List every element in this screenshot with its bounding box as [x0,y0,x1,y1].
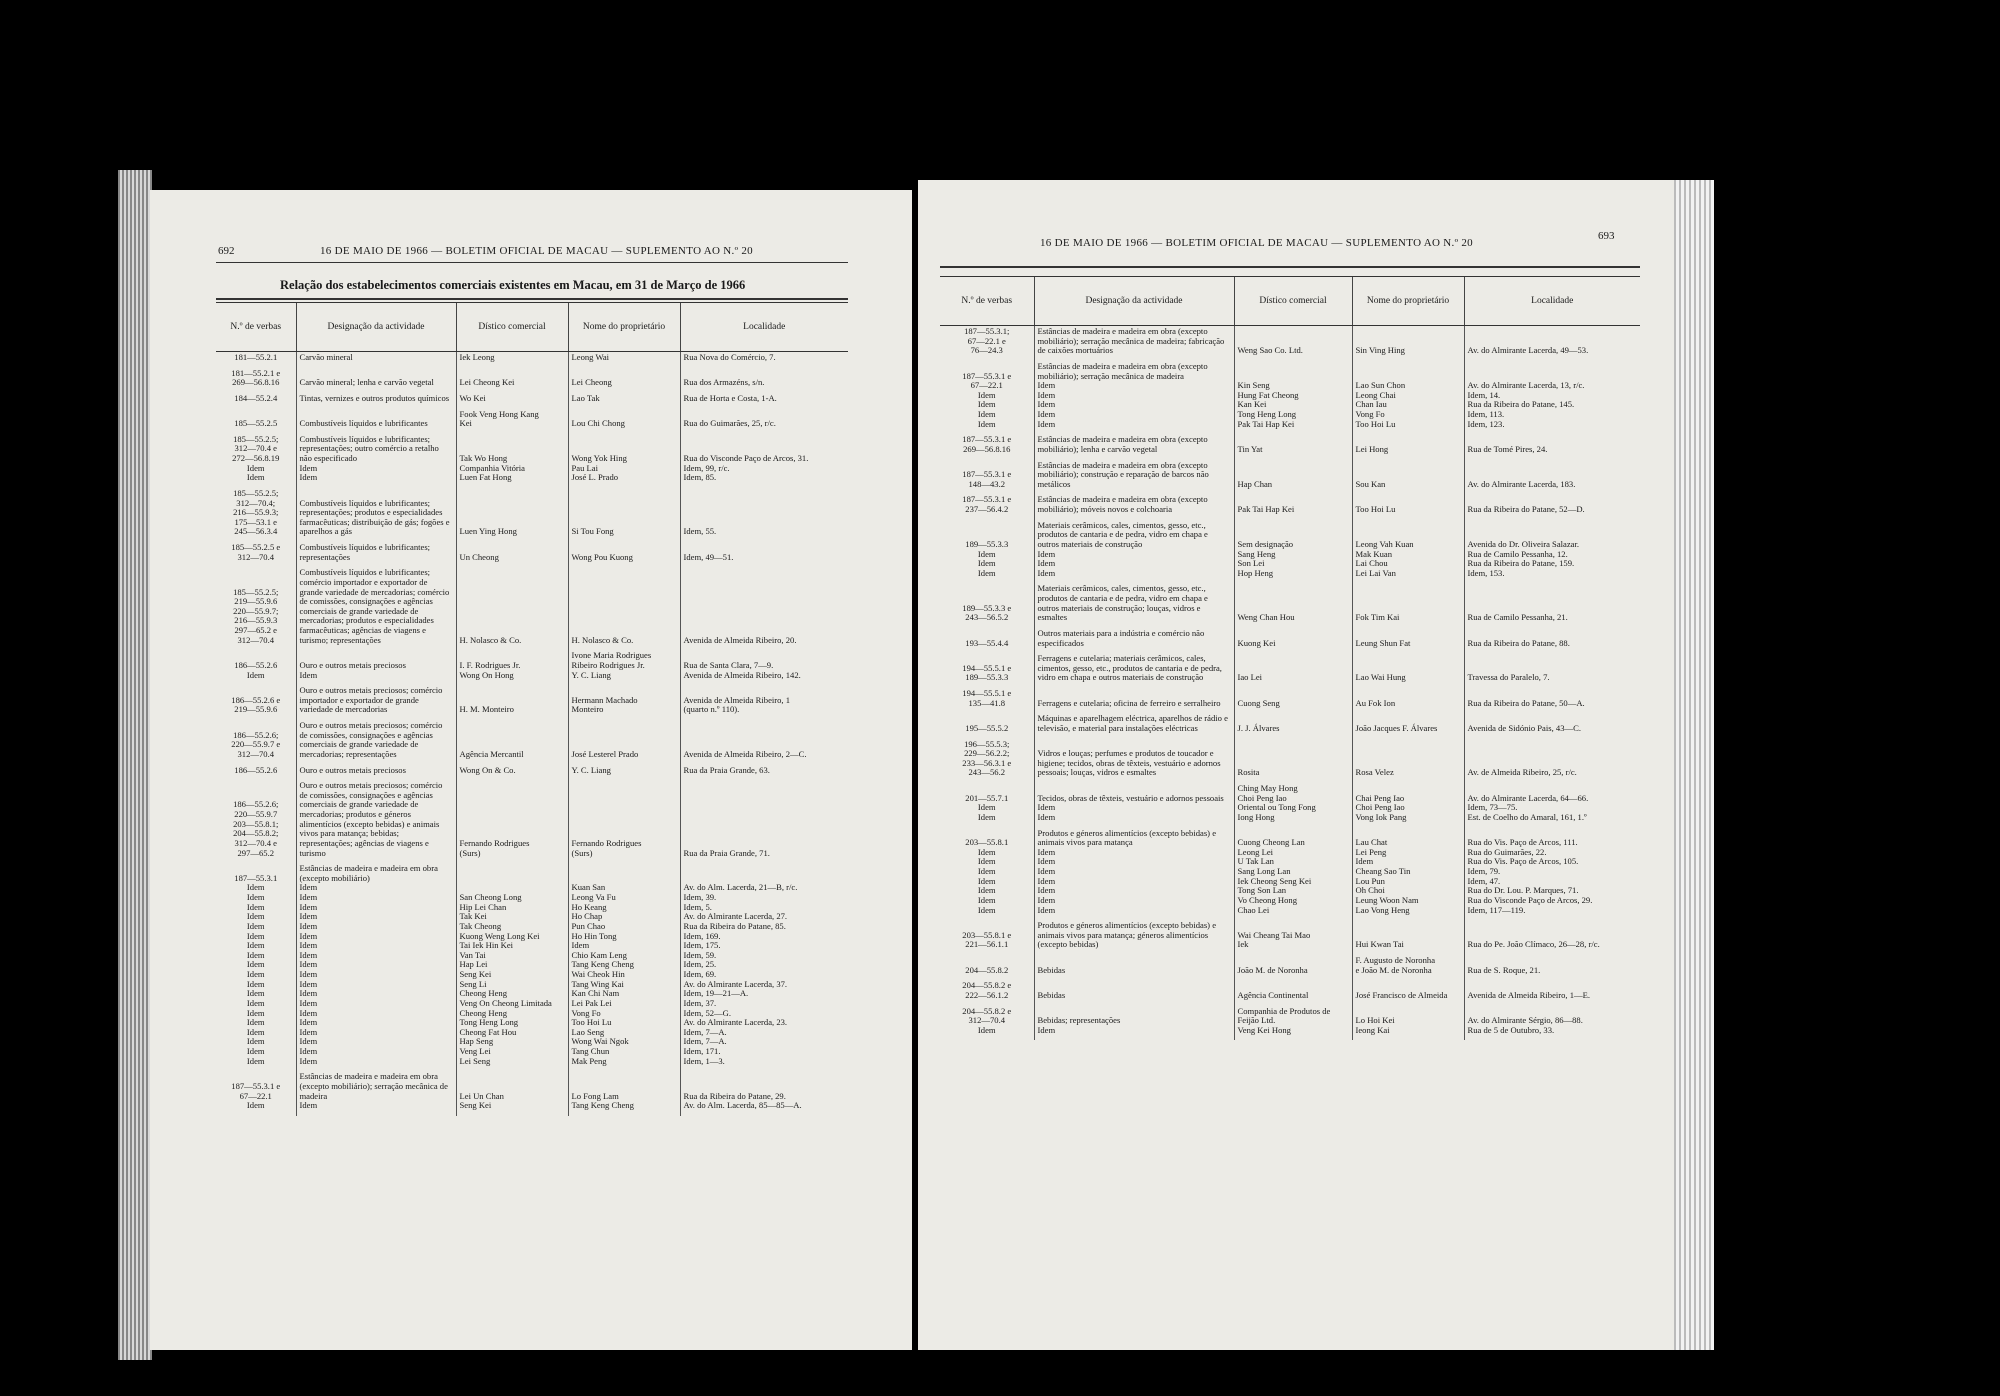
table-cell-verba: 187—55.3.1 e 269—56.8.16 [962,434,1012,454]
table-cell-activity: Carvão mineral [296,352,456,368]
table-row [216,863,848,1071]
table-cell-verba: 186—55.2.6; 220—55.9.7 e 312—70.4 [231,729,281,759]
table-cell-activity: Combustíveis líquidos e lubrificantes; representações; outro comércio a retalho não especificado Idem Idem [296,434,456,488]
table-row [940,361,1640,434]
table-cell-verba: 203—55.8.1 e 221—56.1.1 [962,929,1012,950]
table-cell-distico: João M. de Noronha [1234,955,1352,980]
table-cell-owner: Leong Wai [568,352,680,368]
table-cell-verba: 196—55.5.3; 229—56.2.2; 233—56.3.1 e 243—56.2 [962,738,1012,778]
table-cell-owner: Ivone Maria Rodrigues Ribeiro Rodrigues Jr. Y. C. Liang [568,650,680,685]
table-cell-distico: San Cheong Long Hip Lei Chan Tak Kei Tak Cheong Kuong Weng Long Kei Tai Iek Hin Kei Van Tai Hap Lei Seng Kei Seng Li Cheong Heng Veng On Cheong Limitada Cheong Heng Tong Heng Long Cheong Fat Hou Hap Seng Veng Lei Lei Seng [456,863,568,1071]
table-cell-distico: Cuong Cheong Lan Leong Lei U Tak Lan Sang Long Lan Iek Cheong Seng Kei Tong Son Lan Vo Cheong Hong Chao Lei [1234,828,1352,921]
table-cell-distico: Fernando Rodrigues (Surs) [456,780,568,863]
table-cell-owner: Y. C. Liang [568,765,680,781]
table-cell-distico: Tak Wo Hong Companhia Vitória Luen Fat Hong [456,434,568,488]
table-cell-distico: J. J. Álvares [1234,713,1352,738]
table-row [940,628,1640,653]
table-cell-local: Rua da Praia Grande, 63. [680,765,848,781]
table-row [940,494,1640,519]
table-cell-owner: Lao Sun Chon Leong Chai Chan Iau Vong Fo Too Hoi Lu [1352,361,1464,434]
table-cell-local: Rua de Camilo Pessanha, 21. [1464,583,1640,628]
table-cell-owner: Sou Kan [1352,460,1464,495]
table-cell-activity: Ouro e outros metais preciosos; comércio importador e exportador de grande variedade de mercadorias [296,685,456,720]
table-cell-owner: Chai Peng Iao Choi Peng Iao Vong Iok Pang [1352,783,1464,828]
table-cell-owner: Sin Ving Hing [1352,326,1464,361]
table-cell-local: Av. do Almirante Lacerda, 49—53. [1464,326,1640,361]
table-cell-owner: H. Nolasco & Co. [568,567,680,650]
table-cell-verba: 186—55.2.6 e 219—55.9.6 [231,694,281,715]
header-rule-right [940,266,1640,268]
table-cell-verba: 189—55.3.3 Idem Idem Idem [965,538,1009,578]
table-cell-owner: Fernando Rodrigues (Surs) [568,780,680,863]
col-header-verba: N.º de verbas [216,303,296,352]
table-row [216,542,848,567]
table-cell-distico: Iek Leong [456,352,568,368]
table-cell-owner: Lao Tak [568,393,680,409]
table-cell-owner: Leong Vah Kuan Mak Kuan Lai Chou Lei Lai Van [1352,520,1464,584]
col-header-distico: Dístico comercial [1234,277,1352,326]
table-cell-local: Rua da Ribeira do Patane, 88. [1464,628,1640,653]
left-table [216,302,848,1116]
table-cell-local: Idem, 55. [680,488,848,542]
table-cell-activity: Bebidas [1034,955,1234,980]
table-cell-distico: Tin Yat [1234,434,1352,459]
table-cell-local: Avenida de Almeida Ribeiro, 20. [680,567,848,650]
table-cell-distico: Rosita [1234,739,1352,784]
table-row [216,720,848,765]
table-row [940,1006,1640,1041]
table-cell-verba: 187—55.3.1 e 237—56.4.2 [962,494,1012,514]
table-cell-local: Rua dos Armazéns, s/n. [680,368,848,393]
table-cell-activity: Ouro e outros metais preciosos; comércio de comissões, consignações e agências comerciais de grande variedade de mercadorias; representações [296,720,456,765]
col-header-distico: Dístico comercial [456,303,568,352]
table-cell-owner: José Francisco de Almeida [1352,980,1464,1005]
table-cell-verba: 185—55.2.5; 219—55.9.6 220—55.9.7; 216—55.9.3 297—65.2 e 312—70.4 [233,586,279,645]
table-cell-local: Avenida do Dr. Oliveira Salazar. Rua de Camilo Pessanha, 12. Rua da Ribeira do Patane, 159. Idem, 153. [1464,520,1640,584]
header-rule [216,262,848,263]
table-cell-verba: 204—55.8.2 e 312—70.4 Idem [962,1005,1012,1035]
table-row [216,780,848,863]
table-row [940,783,1640,828]
table-cell-verba: 186—55.2.6 Idem [234,659,278,680]
table-cell-activity: Máquinas e aparelhagem eléctrica, aparelhos de rádio e televisão, e material para instalações eléctricas [1034,713,1234,738]
table-cell-local: Rua da Praia Grande, 71. [680,780,848,863]
table-cell-activity: Ferragens e cutelaria; oficina de ferreiro e serralheiro [1034,688,1234,713]
table-cell-distico: H. Nolasco & Co. [456,567,568,650]
col-header-owner: Nome do proprietário [1352,277,1464,326]
table-cell-activity: Materiais cerâmicos, cales, cimentos, gesso, etc., produtos de cantaria e de pedra, vidro em chapa e outros materiais de construção Idem Idem Idem [1034,520,1234,584]
table-cell-local: Rua do Visconde Paço de Arcos, 31. Idem, 99, r/c. Idem, 85. [680,434,848,488]
table-cell-activity: Ouro e outros metais preciosos [296,765,456,781]
table-cell-verba: 201—55.7.1 Idem Idem [965,792,1009,822]
col-header-owner: Nome do proprietário [568,303,680,352]
table-cell-activity: Estâncias de madeira e madeira em obra (excepto mobiliário); serração mecânica de madeira; fabricação de caixões mortuários [1034,326,1234,361]
table-cell-activity: Produtos e géneros alimentícios (excepto bebidas) e animais vivos para matança; géneros alimentícios (excepto bebidas) [1034,920,1234,955]
table-cell-distico: Weng Chan Hou [1234,583,1352,628]
table-cell-local: Rua Nova do Comércio, 7. [680,352,848,368]
table-cell-verba: 187—55.3.1 Idem Idem Idem Idem Idem Idem Idem Idem Idem Idem Idem Idem Idem Idem Idem Idem Idem Idem Idem [234,872,278,1066]
col-header-local: Localidade [680,303,848,352]
table-cell-activity: Carvão mineral; lenha e carvão vegetal [296,368,456,393]
table-cell-distico: Un Cheong [456,542,568,567]
table-cell-local: Av. do Almirante Lacerda, 64—66. Idem, 73—75. Est. de Coelho do Amaral, 161, 1.º [1464,783,1640,828]
table-cell-distico: Weng Sao Co. Ltd. [1234,326,1352,361]
table-row [216,368,848,393]
table-cell-local: Rua de S. Roque, 21. [1464,955,1640,980]
table-row [216,567,848,650]
table-cell-local: Av. do Almirante Sérgio, 86—88. Rua de 5 de Outubro, 33. [1464,1006,1640,1041]
left-page [150,190,912,1350]
col-header-verba: N.º de verbas [940,277,1034,326]
table-cell-activity: Tecidos, obras de têxteis, vestuário e adornos pessoais Idem Idem [1034,783,1234,828]
table-cell-owner: José Lesterel Prado [568,720,680,765]
table-row [216,393,848,409]
table-cell-activity: Combustíveis líquidos e lubrificantes; representações [296,542,456,567]
table-cell-owner: Lo Hoi Kei Ieong Kai [1352,1006,1464,1041]
table-cell-local: Avenida de Sidónio Pais, 43—C. [1464,713,1640,738]
table-cell-activity: Vidros e louças; perfumes e produtos de toucador e higiene; tecidos, obras de têxteis, vestuário e adornos pessoais; louças, vidros e esmaltes [1034,739,1234,784]
table-row [940,828,1640,921]
table-cell-verba: 185—55.2.5 [234,418,278,429]
table-row [216,352,848,368]
table-row [940,434,1640,459]
table-cell-distico: Lei Un Chan Seng Kei [456,1071,568,1116]
table-cell-local: Travessa do Paralelo, 7. [1464,653,1640,688]
table-cell-verba: 187—55.3.1 e 67—22.1 Idem [231,1080,281,1111]
table-cell-distico: Luen Ying Hong [456,488,568,542]
table-cell-owner: Wong Pou Kuong [568,542,680,567]
table-cell-distico: Agência Mercantil [456,720,568,765]
table-cell-distico: Iao Lei [1234,653,1352,688]
col-header-local: Localidade [1464,277,1640,326]
table-cell-local: Avenida de Almeida Ribeiro, 1 (quarto n.º 110). [680,685,848,720]
table-cell-distico: Cuong Seng [1234,688,1352,713]
table-row [216,488,848,542]
table-cell-owner: Hermann Machado Monteiro [568,685,680,720]
table-cell-verba: 194—55.5.1 e 189—55.3.3 [962,662,1012,683]
table-cell-activity: Bebidas; representações Idem [1034,1006,1234,1041]
table-cell-activity: Estâncias de madeira e madeira em obra (excepto mobiliário); móveis novos e colchoaria [1034,494,1234,519]
table-cell-activity: Combustíveis líquidos e lubrificantes [296,409,456,434]
table-cell-owner: Si Tou Fong [568,488,680,542]
table-cell-owner: Kuan San Leong Va Fu Ho Keang Ho Chap Pun Chao Ho Hin Tong Idem Chio Kam Leng Tang Keng Cheng Wai Cheok Hin Tang Wing Kai Kan Chi Nam Lei Pak Lei Vong Fo Too Hoi Lu Lao Seng Wong Wai Ngok Tang Chun Mak Peng [568,863,680,1071]
table-row [940,583,1640,628]
table-cell-activity: Estâncias de madeira e madeira em obra (excepto mobiliário); lenha e carvão vegetal [1034,434,1234,459]
table-cell-verba: 193—55.4.4 [965,637,1009,648]
table-cell-verba: 187—55.3.1 e 67—22.1 Idem Idem Idem Idem [962,370,1012,429]
table-cell-owner: Lau Chat Lei Peng Idem Cheang Sao Tin Lou Pun Oh Choi Leung Woon Nam Lao Vong Heng [1352,828,1464,921]
table-cell-local: Rua do Vis. Paço de Arcos, 111. Rua do Guimarães, 22. Rua do Vis. Paço de Arcos, 105. Idem, 79. Idem, 47. Rua do Dr. Lou. P. Marques, 71. Rua do Visconde Paço de Arcos, 29. Idem, 117—119. [1464,828,1640,921]
table-cell-owner: Au Fok Ion [1352,688,1464,713]
table-cell-local: Idem, 49—51. [680,542,848,567]
table-cell-distico: Kin Seng Hung Fat Cheong Kan Kei Tong Heng Long Pak Tai Hap Kei [1234,361,1352,434]
right-table [940,276,1640,1040]
table-cell-local: Rua de Santa Clara, 7—9. Avenida de Almeida Ribeiro, 142. [680,650,848,685]
table-row [216,1071,848,1116]
table-cell-activity: Ferragens e cutelaria; materiais cerâmicos, cales, cimentos, gesso, etc., produtos de cantaria e de pedra, vidro em chapa e outros materiais de construção [1034,653,1234,688]
table-cell-activity: Estâncias de madeira e madeira em obra (excepto mobiliário) Idem Idem Idem Idem Idem Idem Idem Idem Idem Idem Idem Idem Idem Idem Idem Idem Idem Idem Idem [296,863,456,1071]
page-stack-edge-right [1674,180,1714,1350]
table-cell-verba: 204—55.8.2 [965,964,1009,975]
table-cell-owner: Too Hoi Lu [1352,494,1464,519]
title-rule [216,298,848,300]
document-title: Relação dos estabelecimentos comerciais existentes em Macau, em 31 de Março de 1966 [280,278,746,292]
table-cell-activity: Ouro e outros metais preciosos; comércio de comissões, consignações e agências comerciais de grande variedade de mercadorias; produtos e géneros alimentícios (excepto bebidas) e animais vivos para matança; bebidas; representações; agências de viagens e turismo [296,780,456,863]
table-cell-verba: 194—55.5.1 e 135—41.8 [962,688,1012,708]
table-cell-activity: Estâncias de madeira e madeira em obra (excepto mobiliário); serração mecânica de madeira Idem Idem Idem Idem Idem [1034,361,1234,434]
table-cell-activity: Estâncias de madeira e madeira em obra (excepto mobiliário); construção e reparação de barcos não metálicos [1034,460,1234,495]
table-cell-owner: Fok Tim Kai [1352,583,1464,628]
table-cell-activity: Combustíveis líquidos e lubrificantes; comércio importador e exportador de grande variedade de mercadorias; comércio de comissões, consignações e agências comerciais de grande variedade de mercadorias; produtos e especialidades farmacêuticas; agências de viagens e turismo; representações [296,567,456,650]
table-cell-distico: Agência Continental [1234,980,1352,1005]
table-cell-owner: Lo Fong Lam Tang Keng Cheng [568,1071,680,1116]
table-cell-verba: 204—55.8.2 e 222—56.1.2 [962,980,1012,1000]
table-cell-distico: Pak Tai Hap Kei [1234,494,1352,519]
scan-bottom-margin [0,1365,2000,1396]
table-cell-distico: Fook Veng Hong Kang Kei [456,409,568,434]
table-row [216,409,848,434]
table-cell-local: Rua da Ribeira do Patane, 50—A. [1464,688,1640,713]
table-cell-local: Avenida de Almeida Ribeiro, 1—E. [1464,980,1640,1005]
table-row [940,520,1640,584]
table-cell-local: Av. do Alm. Lacerda, 21—B, r/c. Idem, 39. Idem, 5. Av. do Almirante Lacerda, 27. Rua da Ribeira do Patane, 85. Idem, 169. Idem, 175. Idem, 59. Idem, 25. Idem, 69. Av. do Almirante Lacerda, 37. Idem, 19—21—A. Idem, 37. Idem, 52—G. Av. do Almirante Lacerda, 23. Idem, 7—A. Idem, 7—A. Idem, 171. Idem, 1—3. [680,863,848,1071]
page-stack-edge-left [118,170,152,1360]
table-cell-distico: Lei Cheong Kei [456,368,568,393]
table-cell-activity: Produtos e géneros alimentícios (excepto bebidas) e animais vivos para matança Idem Idem Idem Idem Idem Idem Idem [1034,828,1234,921]
table-cell-owner: Lou Chi Chong [568,409,680,434]
table-cell-verba: 187—55.3.1; 67—22.1 e 76—24.3 [964,326,1010,356]
right-running-head: 16 DE MAIO DE 1966 — BOLETIM OFICIAL DE MACAU — SUPLEMENTO AO N.º 20 [1040,237,1473,249]
table-cell-owner: F. Augusto de Noronha e João M. de Noronha [1352,955,1464,980]
table-cell-distico: Hap Chan [1234,460,1352,495]
table-cell-activity: Estâncias de madeira e madeira em obra (excepto mobiliário); serração mecânica de madeira Idem [296,1071,456,1116]
table-row [216,434,848,488]
table-cell-owner: Leung Shun Fat [1352,628,1464,653]
table-cell-verba: 203—55.8.1 Idem Idem Idem Idem Idem Idem Idem [965,837,1009,915]
table-row [940,739,1640,784]
table-cell-distico: Sem designação Sang Heng Son Lei Hop Heng [1234,520,1352,584]
col-header-activity: Designação da actividade [1034,277,1234,326]
left-page-number: 692 [218,245,235,257]
table-cell-activity: Combustíveis líquidos e lubrificantes; representações; produtos e especialidades farmacêuticas; distribuição de gás; fogões e aparelhos a gás [296,488,456,542]
table-cell-owner: Lei Hong [1352,434,1464,459]
table-cell-distico: Wo Kei [456,393,568,409]
table-cell-local: Rua de Horta e Costa, 1-A. [680,393,848,409]
table-row [940,980,1640,1005]
table-cell-local: Avenida de Almeida Ribeiro, 2—C. [680,720,848,765]
right-page-number: 693 [1598,230,1615,242]
table-row [940,955,1640,980]
table-cell-local: Av. do Almirante Lacerda, 13, r/c. Idem, 14. Rua da Ribeira do Patane, 145. Idem, 113. Idem, 123. [1464,361,1640,434]
right-page [918,180,1674,1350]
table-cell-verba: 185—55.2.5; 312—70.4 e 272—56.8.19 Idem Idem [232,433,280,483]
table-cell-distico: Wai Cheang Tai Mao Iek [1234,920,1352,955]
table-cell-distico: Wong On & Co. [456,765,568,781]
left-running-head: 16 DE MAIO DE 1966 — BOLETIM OFICIAL DE MACAU — SUPLEMENTO AO N.º 20 [320,245,753,257]
table-row [216,765,848,781]
table-row [216,685,848,720]
table-cell-activity: Tintas, vernizes e outros produtos químicos [296,393,456,409]
table-cell-activity: Materiais cerâmicos, cales, cimentos, gesso, etc., produtos de cantaria e de pedra, vidro em chapa e outros materiais de construção; louças, vidros e esmaltes [1034,583,1234,628]
table-cell-distico: I. F. Rodrigues Jr. Wong On Hong [456,650,568,685]
table-cell-owner: Lao Wai Hung [1352,653,1464,688]
table-cell-verba: 184—55.2.4 [234,392,278,403]
table-row [940,688,1640,713]
table-cell-distico: H. M. Monteiro [456,685,568,720]
table-cell-verba: 185—55.2.5 e 312—70.4 [231,542,281,562]
table-cell-verba: 195—55.5.2 [965,722,1009,733]
table-row [940,460,1640,495]
table-cell-activity: Ouro e outros metais preciosos Idem [296,650,456,685]
table-cell-distico: Kuong Kei [1234,628,1352,653]
table-cell-local: Av. do Almirante Lacerda, 183. [1464,460,1640,495]
table-cell-verba: 186—55.2.6; 220—55.9.7 203—55.8.1; 204—55.8.2; 312—70.4 e 297—65.2 [233,799,279,858]
table-cell-verba: 187—55.3.1 e 148—43.2 [962,469,1012,489]
table-cell-activity: Bebidas [1034,980,1234,1005]
table-cell-verba: 181—55.2.1 e 269—56.8.16 [231,367,281,388]
table-cell-owner: Wong Yok Hing Pau Lai José L. Prado [568,434,680,488]
table-cell-local: Rua do Guimarães, 25, r/c. [680,409,848,434]
table-cell-owner: Rosa Velez [1352,739,1464,784]
table-cell-local: Rua da Ribeira do Patane, 29. Av. do Alm. Lacerda, 85—85—A. [680,1071,848,1116]
table-cell-owner: Lei Cheong [568,368,680,393]
table-row [940,920,1640,955]
table-cell-local: Rua da Ribeira do Patane, 52—D. [1464,494,1640,519]
table-cell-owner: João Jacques F. Álvares [1352,713,1464,738]
table-row [940,326,1640,361]
table-cell-local: Av. de Almeida Ribeiro, 25, r/c. [1464,739,1640,784]
table-cell-local: Rua do Pe. João Clímaco, 26—28, r/c. [1464,920,1640,955]
table-cell-activity: Outros materiais para a indústria e comércio não especificados [1034,628,1234,653]
table-cell-distico: Ching May Hong Choi Peng Iao Oriental ou Tong Fong Iong Hong [1234,783,1352,828]
table-cell-verba: 181—55.2.1 [234,352,278,362]
table-cell-owner: Hui Kwan Tai [1352,920,1464,955]
table-cell-local: Rua de Tomé Pires, 24. [1464,434,1640,459]
table-cell-distico: Companhia de Produtos de Feijão Ltd. Veng Kei Hong [1234,1006,1352,1041]
table-cell-verba: 186—55.2.6 [234,764,278,775]
table-row [216,650,848,685]
table-row [940,713,1640,738]
table-row [940,653,1640,688]
table-cell-verba: 189—55.3.3 e 243—56.5.2 [962,602,1012,623]
table-cell-verba: 185—55.2.5; 312—70.4; 216—55.9.3; 175—53.1 e 245—56.3.4 [233,487,279,537]
col-header-activity: Designação da actividade [296,303,456,352]
